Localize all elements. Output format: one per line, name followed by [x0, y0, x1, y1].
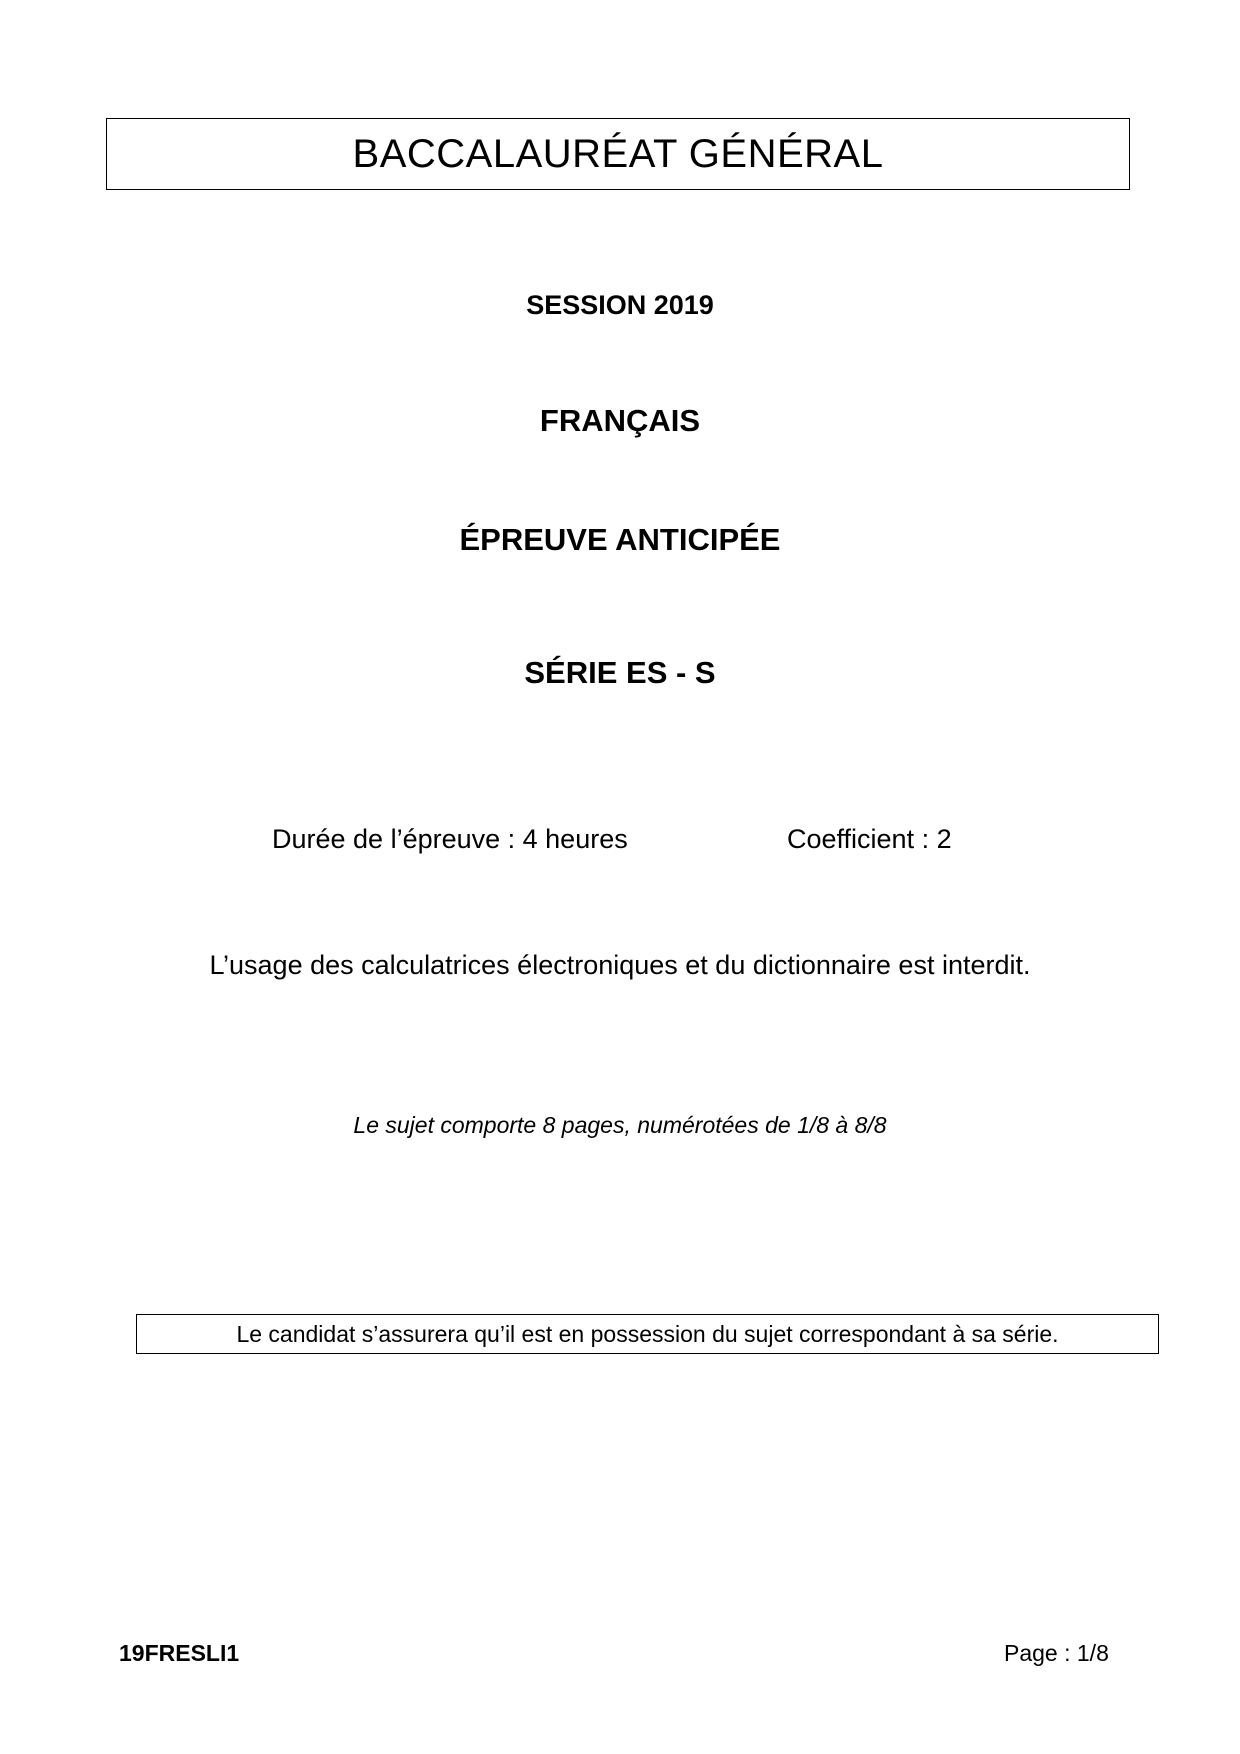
duration-text: Durée de l’épreuve : 4 heures	[272, 824, 628, 854]
coefficient-text: Coefficient : 2	[787, 824, 952, 854]
footer-code: 19FRESLI1	[119, 1640, 240, 1666]
notice-text: Le candidat s’assurera qu’il est en possession du sujet correspondant à sa série.	[236, 1320, 1059, 1347]
exam-title-box	[106, 118, 1130, 190]
footer-page-number: Page : 1/8	[1004, 1640, 1109, 1666]
exam-title: BACCALAURÉAT GÉNÉRAL	[352, 131, 884, 176]
rules-text: L’usage des calculatrices électroniques et du dictionnaire est interdit.	[209, 950, 1031, 980]
pages-note: Le sujet comporte 8 pages, numérotées de 1/8 à 8/8	[353, 1112, 887, 1138]
subject-label: FRANÇAIS	[539, 403, 701, 438]
exam-type-label: ÉPREUVE ANTICIPÉE	[459, 522, 781, 557]
notice-box	[136, 1314, 1159, 1354]
series-label: SÉRIE ES - S	[524, 655, 716, 690]
session-label: SESSION 2019	[526, 290, 714, 320]
